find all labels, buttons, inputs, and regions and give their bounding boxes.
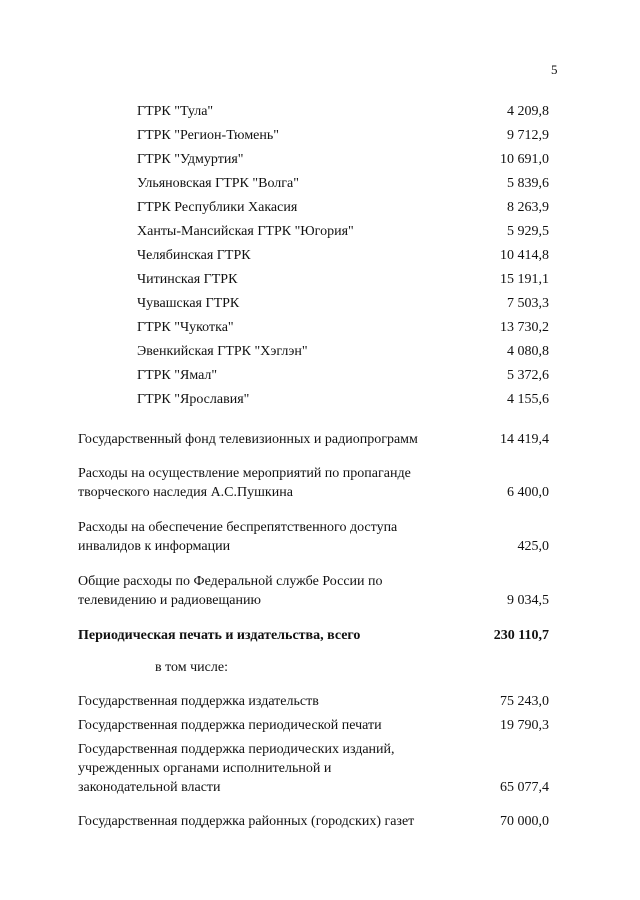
item-value: 5 929,5 bbox=[507, 224, 549, 239]
item-label: ГТРК "Удмуртия" bbox=[137, 152, 244, 167]
disabled-access-value: 425,0 bbox=[517, 539, 549, 554]
item-value: 5 372,6 bbox=[507, 368, 549, 383]
periodicals-total-label: Периодическая печать и издательства, всего bbox=[78, 628, 361, 643]
item-value: 15 191,1 bbox=[500, 272, 549, 287]
item-value: 10 414,8 bbox=[500, 248, 549, 263]
page-number: 5 bbox=[551, 62, 558, 77]
item-value: 4 155,6 bbox=[507, 392, 549, 407]
item-value: 13 730,2 bbox=[500, 320, 549, 335]
federal-service-value: 9 034,5 bbox=[507, 593, 549, 608]
support-publishers-value: 75 243,0 bbox=[500, 694, 549, 709]
item-label: ГТРК "Чукотка" bbox=[137, 320, 234, 335]
support-district-value: 70 000,0 bbox=[500, 814, 549, 829]
item-value: 4 209,8 bbox=[507, 104, 549, 119]
item-label: Читинская ГТРК bbox=[137, 272, 238, 287]
support-publishers-label: Государственная поддержка издательств bbox=[78, 694, 319, 709]
item-value: 7 503,3 bbox=[507, 296, 549, 311]
item-label: Ханты-Мансийская ГТРК "Югория" bbox=[137, 224, 354, 239]
including-label: в том числе: bbox=[155, 660, 228, 675]
state-fund-label: Государственный фонд телевизионных и радиопрограмм bbox=[78, 432, 418, 447]
item-label: Челябинская ГТРК bbox=[137, 248, 251, 263]
item-label: ГТРК "Тула" bbox=[137, 104, 214, 119]
item-label: Ульяновская ГТРК "Волга" bbox=[137, 176, 299, 191]
support-district-label: Государственная поддержка районных (городских) газет bbox=[78, 814, 415, 829]
pushkin-label-line1: Расходы на осуществление мероприятий по пропаганде bbox=[78, 466, 411, 481]
pushkin-value: 6 400,0 bbox=[507, 485, 549, 500]
disabled-access-label-line2: инвалидов к информации bbox=[78, 539, 231, 554]
item-label: ГТРК "Ямал" bbox=[137, 368, 218, 383]
item-value: 10 691,0 bbox=[500, 152, 549, 167]
federal-service-label-line1: Общие расходы по Федеральной службе России по bbox=[78, 574, 383, 589]
support-gov-periodicals-value: 65 077,4 bbox=[500, 780, 549, 795]
item-value: 5 839,6 bbox=[507, 176, 549, 191]
state-fund-value: 14 419,4 bbox=[500, 432, 549, 447]
item-label: ГТРК "Ярославия" bbox=[137, 392, 250, 407]
item-value: 9 712,9 bbox=[507, 128, 549, 143]
item-value: 8 263,9 bbox=[507, 200, 549, 215]
item-label: ГТРК Республики Хакасия bbox=[137, 200, 298, 215]
support-gov-periodicals-label-line3: законодательной власти bbox=[78, 780, 221, 795]
support-periodicals-value: 19 790,3 bbox=[500, 718, 549, 733]
item-label: Чувашская ГТРК bbox=[137, 296, 240, 311]
disabled-access-label-line1: Расходы на обеспечение беспрепятственного доступа bbox=[78, 520, 398, 535]
support-periodicals-label: Государственная поддержка периодической печати bbox=[78, 718, 382, 733]
item-value: 4 080,8 bbox=[507, 344, 549, 359]
item-label: ГТРК "Регион-Тюмень" bbox=[137, 128, 279, 143]
support-gov-periodicals-label-line2: учрежденных органами исполнительной и bbox=[78, 761, 332, 776]
support-gov-periodicals-label-line1: Государственная поддержка периодических изданий, bbox=[78, 742, 395, 757]
pushkin-label-line2: творческого наследия А.С.Пушкина bbox=[78, 485, 293, 500]
item-label: Эвенкийская ГТРК "Хэглэн" bbox=[137, 344, 308, 359]
periodicals-total-value: 230 110,7 bbox=[493, 628, 549, 643]
federal-service-label-line2: телевидению и радиовещанию bbox=[78, 593, 261, 608]
